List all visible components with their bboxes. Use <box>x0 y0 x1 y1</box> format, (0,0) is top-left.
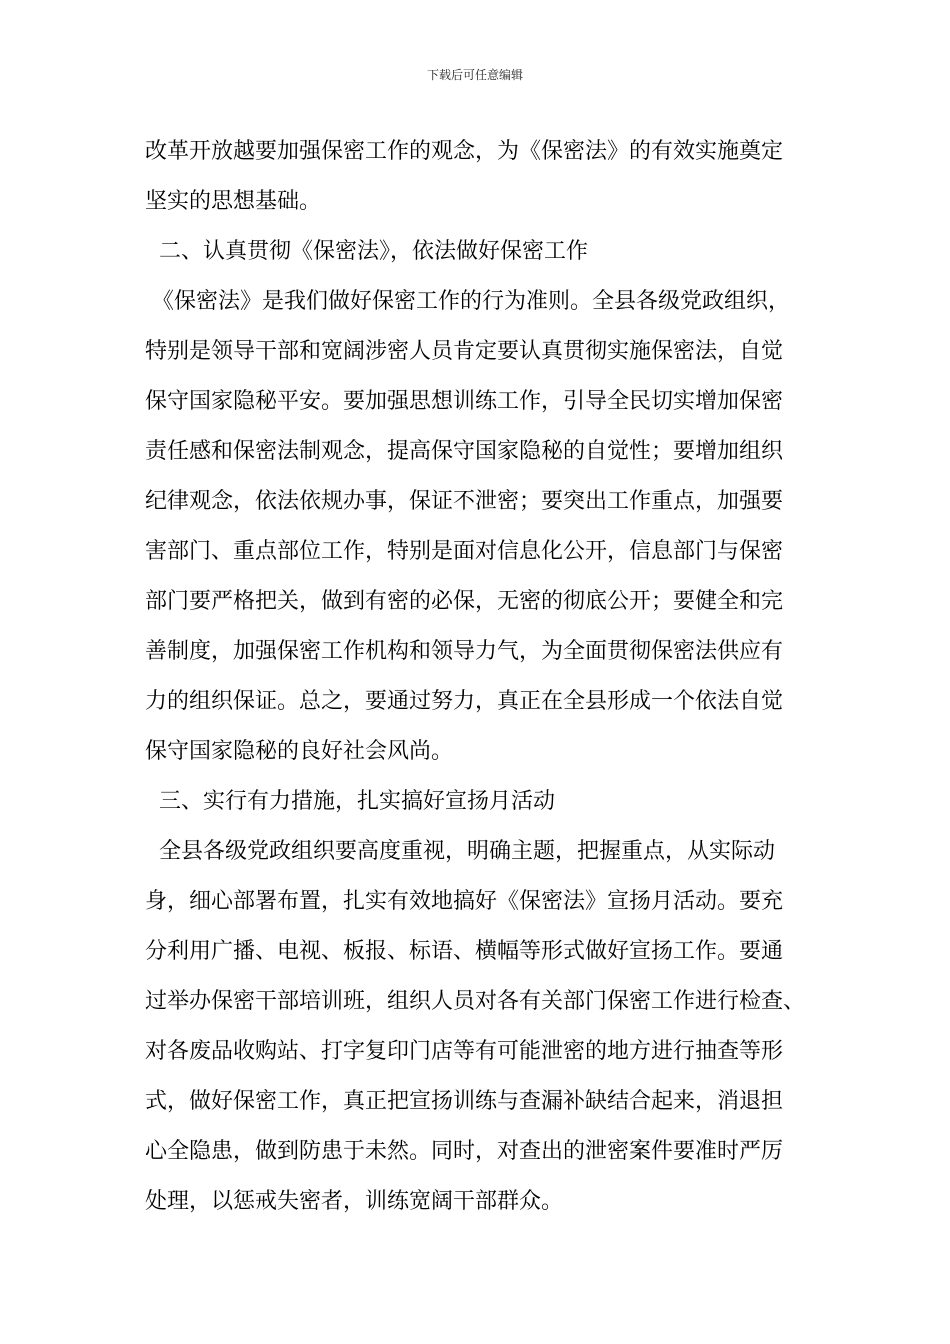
text-line: 《保密法》是我们做好保密工作的行为准则。全县各级党政组织， <box>145 289 790 314</box>
text-line: 部门要严格把关，做到有密的必保，无密的彻底公开；要健全和完 <box>145 589 784 614</box>
text-line: 过举办保密干部培训班，组织人员对各有关部门保密工作进行检查、 <box>145 989 806 1014</box>
text-line: 对各废品收购站、打字复印门店等有可能泄密的地方进行抽查等形 <box>145 1039 784 1064</box>
text-line: 责任感和保密法制观念，提高保守国家隐秘的自觉性；要增加组织 <box>145 439 784 464</box>
page-header: 下载后可任意编辑 <box>426 68 523 82</box>
text-line: 善制度，加强保密工作机构和领导力气，为全面贯彻保密法供应有 <box>145 639 784 664</box>
text-line: 式，做好保密工作，真正把宣扬训练与查漏补缺结合起来，消退担 <box>145 1089 784 1114</box>
text-line: 保守国家隐秘的良好社会风尚。 <box>145 739 454 764</box>
text-line: 纪律观念，依法依规办事，保证不泄密；要突出工作重点，加强要 <box>145 489 784 514</box>
text-line: 身，细心部署布置，扎实有效地搞好《保密法》宣扬月活动。要充 <box>145 889 784 914</box>
document-body <box>145 127 811 1227</box>
text-line: 坚实的思想基础。 <box>145 189 322 214</box>
text-line: 分利用广播、电视、板报、标语、横幅等形式做好宣扬工作。要通 <box>145 939 784 964</box>
text-line: 全县各级党政组织要高度重视，明确主题，把握重点，从实际动 <box>145 839 775 864</box>
text-line: 改革开放越要加强保密工作的观念，为《保密法》的有效实施奠定 <box>145 139 784 164</box>
text-line: 心全隐患，做到防患于未然。同时，对查出的泄密案件要准时严厉 <box>145 1139 784 1164</box>
text-line: 特别是领导干部和宽阔涉密人员肯定要认真贯彻实施保密法，自觉 <box>145 339 784 364</box>
text-line: 力的组织保证。总之，要通过努力，真正在全县形成一个依法自觉 <box>145 689 784 714</box>
text-line: 保守国家隐秘平安。要加强思想训练工作，引导全民切实增加保密 <box>145 389 784 414</box>
text-line: 处理，以惩戒失密者，训练宽阔干部群众。 <box>145 1189 564 1214</box>
section-heading: 三、实行有力措施，扎实搞好宣扬月活动 <box>145 789 555 814</box>
section-heading: 二、认真贯彻《保密法》，依法做好保密工作 <box>145 239 588 264</box>
text-line: 害部门、重点部位工作，特别是面对信息化公开，信息部门与保密 <box>145 539 784 564</box>
